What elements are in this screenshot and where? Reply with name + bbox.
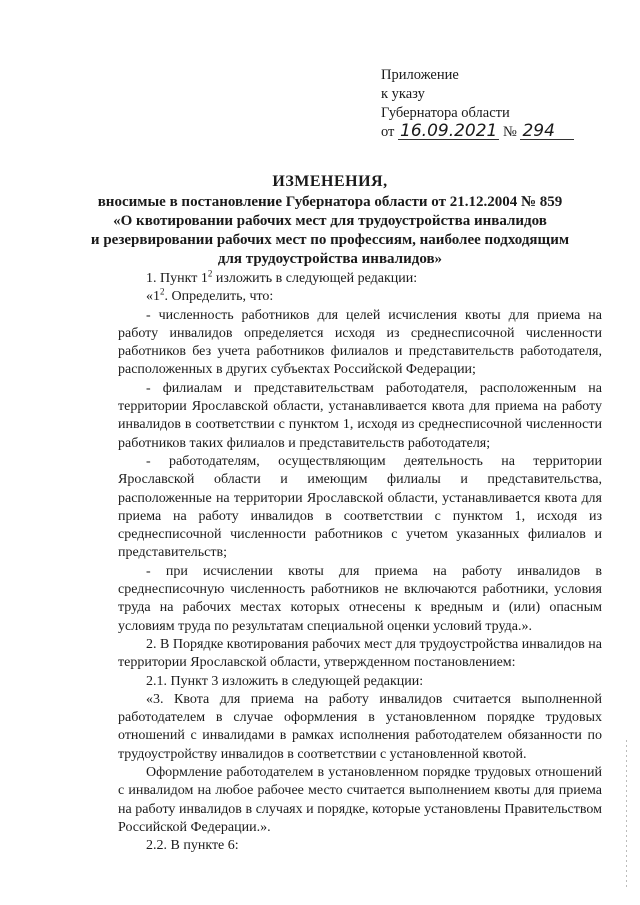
p1-text-a: 1. Пункт 1	[146, 271, 208, 286]
paragraph-8: 2.1. Пункт 3 изложить в следующей редакции:	[146, 673, 424, 689]
paragraph-3: - численность работников для целей исчисления квоты для приема на работу инвалидов определяется исходя из среднесписочной численности работников без учета работников филиалов и представительств работодателя, расположенных в других субъектах Российской Федерации;	[118, 307, 602, 378]
paragraph-5: - работодателям, осуществляющим деятельность на территории Ярославской области и имеющим филиалы и представительства, расположенные на территории Ярославской области, устанавливается квота для приема на работу инвалидов в соответствии с пунктом 1, исходя из среднесписочной численности работников с учетом указанных филиалов и представительств;	[118, 453, 602, 561]
paragraph-10: Оформление работодателем в установленном порядке трудовых отношений с инвалидом на любое рабочее место считается выполнением квоты для приема на работу инвалидов в случаях и порядке, которые установлены Правительством Российской Федерации.».	[118, 765, 602, 835]
appendix-from-label: от	[381, 124, 395, 140]
appendix-number-sign: №	[503, 124, 517, 140]
appendix-date: 16.09.2021	[400, 121, 498, 141]
paragraph-2	[118, 288, 602, 306]
p1-superscript: 2	[207, 268, 213, 279]
paragraph-1	[118, 270, 602, 288]
p2-superscript: 2	[160, 286, 165, 297]
appendix-line-2: к указу	[381, 86, 425, 102]
appendix-number: 294	[520, 123, 574, 140]
title-line-1: вносимые в постановление Губернатора области от 21.12.2004 № 859	[97, 194, 563, 210]
p1-text-b: изложить в следующей редакции:	[212, 271, 418, 286]
p2-text-b: . Определить, что:	[164, 289, 274, 305]
p2-text-a: «1	[146, 289, 160, 305]
title-line-2: «О квотировании рабочих мест для трудоустройства инвалидов	[113, 213, 547, 229]
paragraph-11: 2.2. В пункте 6:	[146, 838, 239, 854]
appendix-block	[381, 66, 574, 142]
paragraph-7: 2. В Порядке квотирования рабочих мест для трудоустройства инвалидов на территории Ярославской области, утвержденном постановлением:	[118, 636, 602, 671]
title-line-3: и резервировании рабочих мест по профессиям, наиболее подходящим	[90, 232, 570, 248]
appendix-line-1: Приложение	[381, 67, 459, 83]
document-title	[70, 172, 590, 269]
paragraph-4: - филиалам и представительствам работодателя, расположенным на территории Ярославской области, устанавливается квота для приема на работу инвалидов в соответствии с пунктом 1, исходя из среднесписочной численности работников таких филиалов и представительств работодателя;	[118, 380, 602, 451]
title-heading: ИЗМЕНЕНИЯ,	[272, 173, 388, 190]
paragraph-9: «3. Квота для приема на работу инвалидов считается выполненной работодателем в случае оформления в установленном порядке трудовых отношений с инвалидами в рамках исполнения работодателем обязанности по трудоустройству инвалидов в соответствии с установленной квотой.	[118, 691, 602, 762]
scan-edge-mark	[626, 740, 627, 890]
paragraph-6: - при исчислении квоты для приема на работу инвалидов в среднесписочную численность работников не включаются работники, условия труда на рабочих местах которых отнесены к вредным и (или) опасным условиям труда по результатам специальной оценки условий труда.».	[118, 563, 602, 634]
document-body	[118, 270, 602, 856]
appendix-date-line	[381, 123, 574, 142]
title-line-4: для трудоустройства инвалидов»	[217, 251, 443, 267]
appendix-line-3: Губернатора области	[381, 105, 510, 121]
